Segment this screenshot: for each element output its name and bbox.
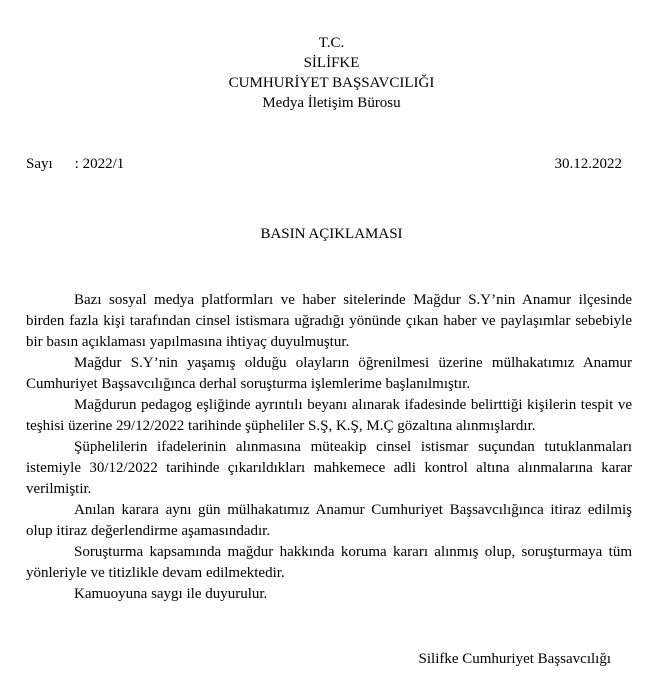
document-date: 30.12.2022 [554, 156, 622, 172]
paragraph: Bazı sosyal medya platformları ve haber sitelerinde Mağdur S.Y’nin Anamur ilçesinde birden fazla kişi tarafından cinsel istismara uğradığı yönünde çıkan haber ve paylaşımlar sebebiyle bir basın açıklaması yapılmasına ihtiyaç duyulmuştur. [26, 292, 632, 350]
letterhead-city: SİLİFKE [303, 55, 360, 71]
reference-value: : 2022/1 [74, 156, 125, 172]
reference-number [26, 154, 124, 174]
paragraph: Anılan karara aynı gün mülhakatımız Anamur Cumhuriyet Başsavcılığınca itiraz edilmiş olup itiraz değerlendirme aşamasındadır. [26, 502, 632, 539]
document-body [26, 290, 632, 605]
document-meta [26, 154, 622, 174]
paragraph: Mağdur S.Y’nin yaşamış olduğu olayların öğrenilmesi üzerine mülhakatımız Anamur Cumhuriyet Başsavcılığınca derhal soruşturma işlemlerime başlanılmıştır. [26, 355, 632, 392]
reference-label: Sayı [26, 156, 53, 172]
document-title: BASIN AÇIKLAMASI [260, 226, 403, 242]
paragraph: Mağdurun pedagog eşliğinde ayrıntılı beyanı alınarak ifadesinde belirttiği kişilerin tespit ve teşhisi üzerine 29/12/2022 tarihinde şüpheliler S.Ş, K.Ş, M.Ç gözaltına alınmışlardır. [26, 397, 632, 434]
paragraph: Kamuoyuna saygı ile duyurulur. [74, 586, 268, 602]
paragraph: Soruşturma kapsamında mağdur hakkında koruma kararı alınmış olup, soruşturmaya tüm yönleriyle ve titizlikle devam edilmektedir. [26, 544, 632, 581]
letterhead-country: T.C. [318, 35, 345, 51]
paragraph: Şüphelilerin ifadelerinin alınmasına müteakip cinsel istismar suçundan tutuklanmaları istemiyle 30/12/2022 tarihinde çıkarıldıkları mahkemece adli kontrol altına alınmalarına karar verilmiştir. [26, 439, 632, 497]
letterhead [0, 33, 663, 113]
letterhead-institution: CUMHURİYET BAŞSAVCILIĞI [228, 75, 435, 91]
letterhead-office: Medya İletişim Bürosu [262, 95, 401, 111]
signature-block: Silifke Cumhuriyet Başsavcılığı [418, 651, 611, 667]
